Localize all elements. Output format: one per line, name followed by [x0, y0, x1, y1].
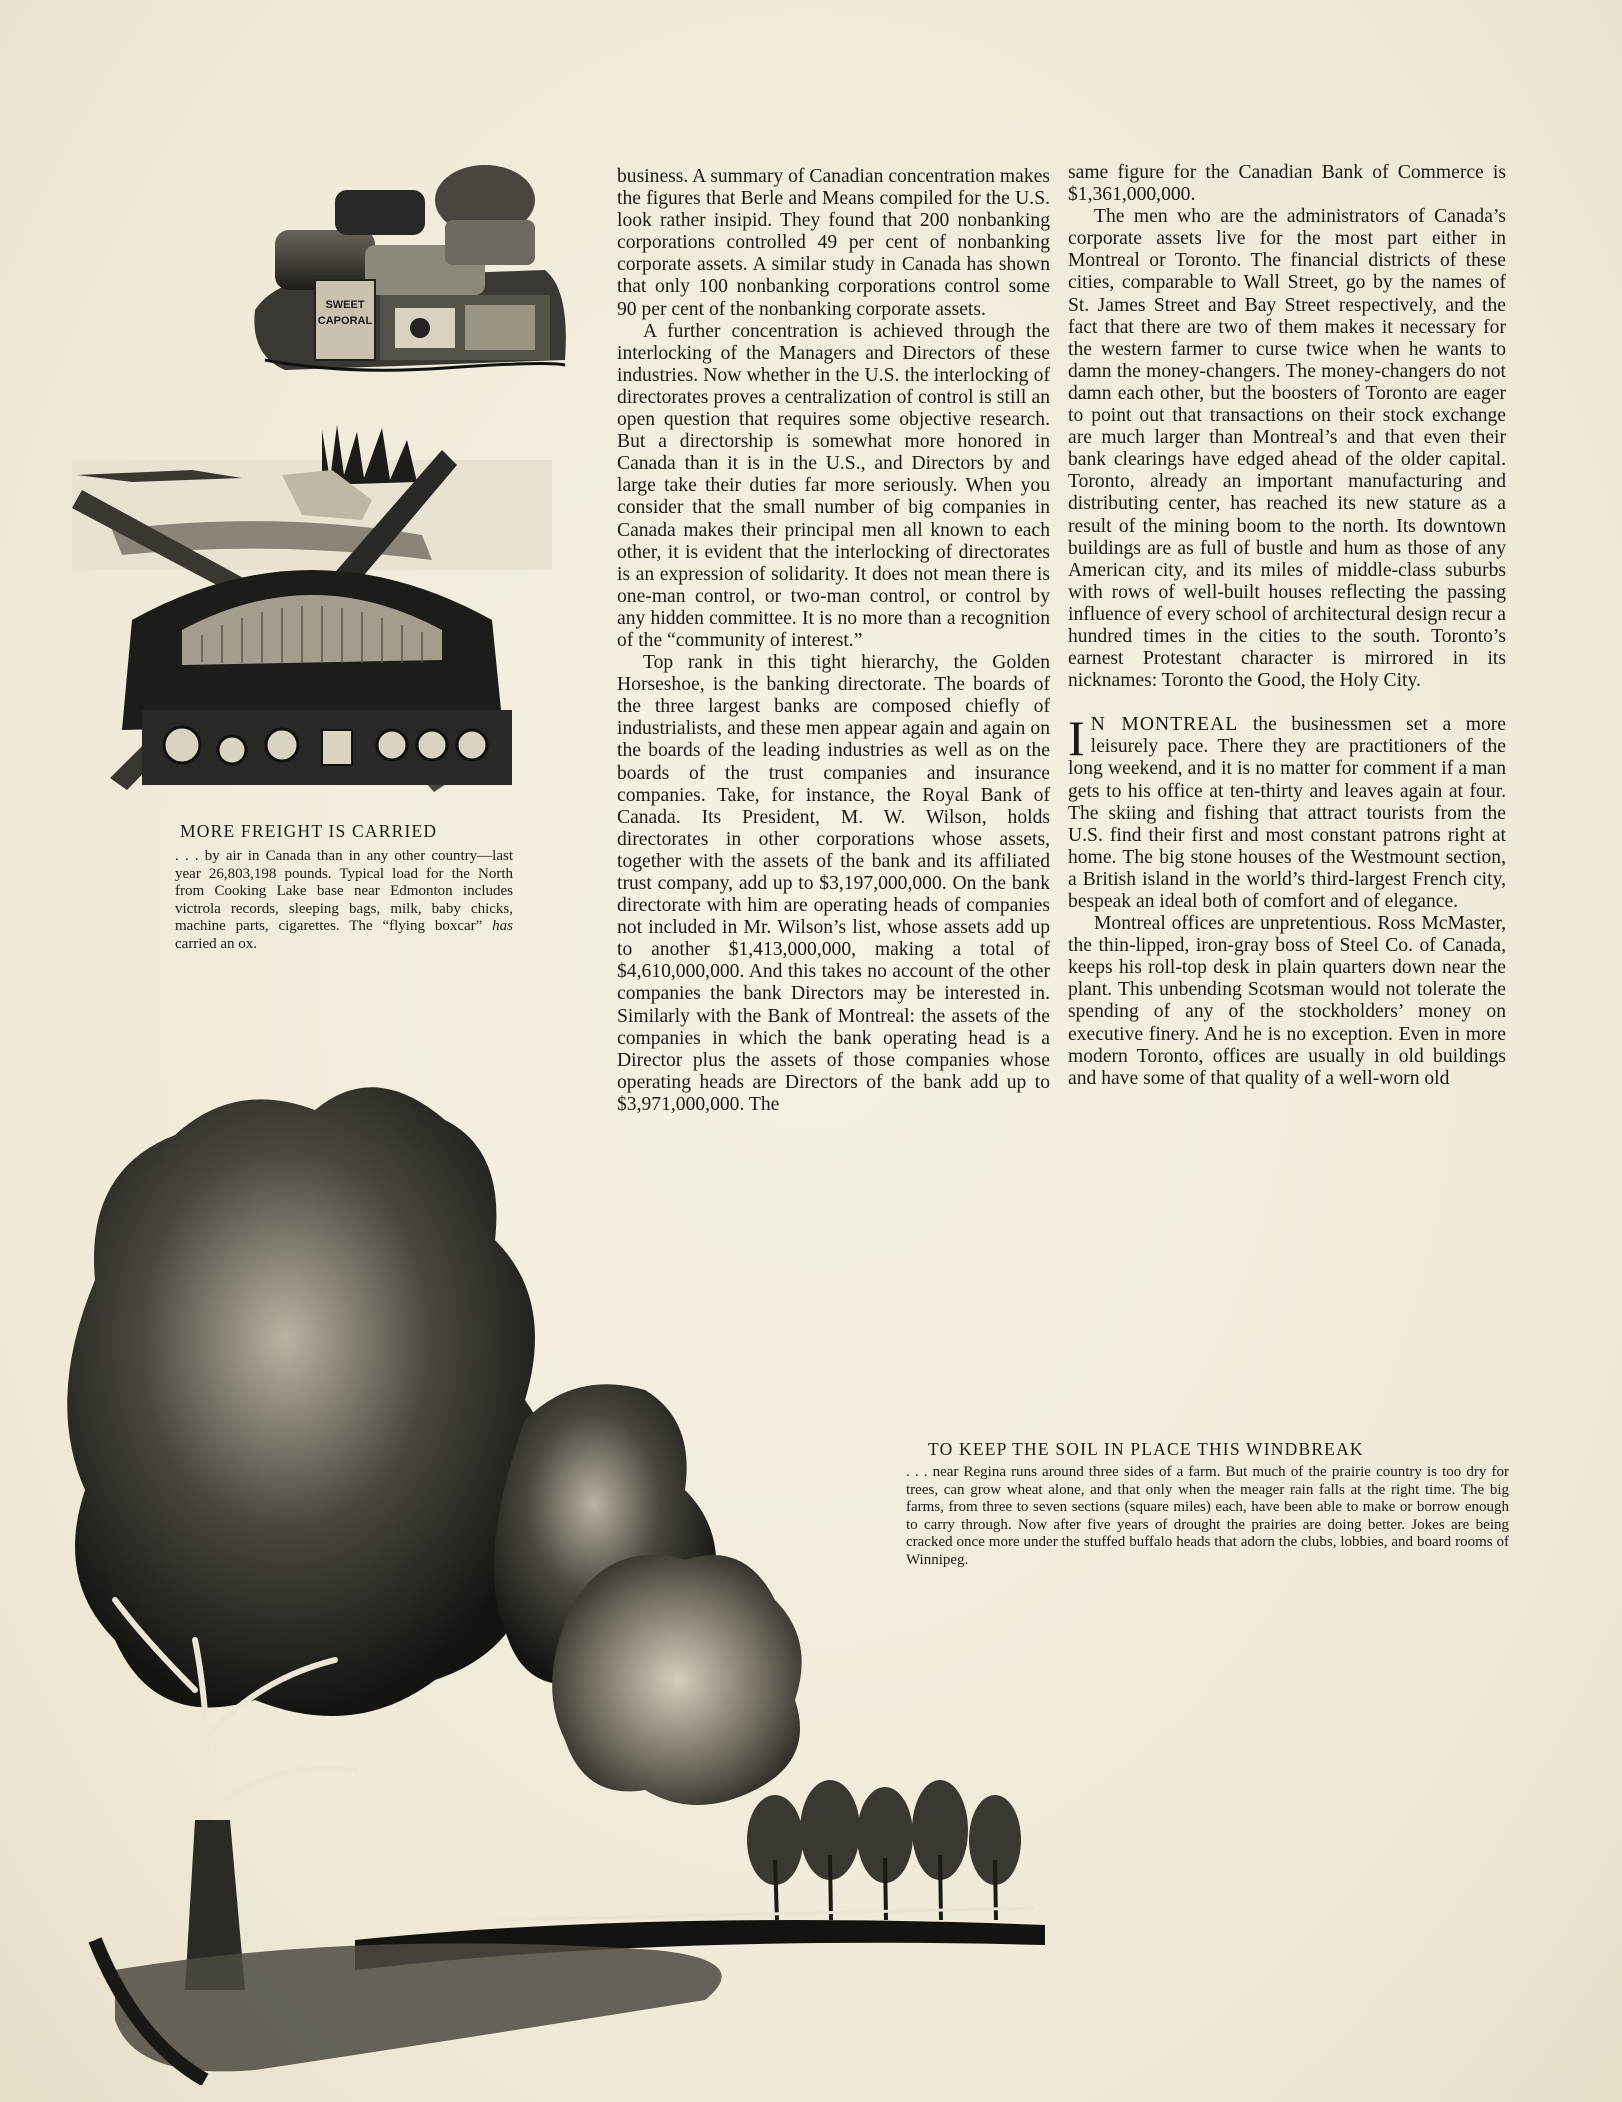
paragraph-montreal	[1068, 710, 1506, 913]
article-column-right	[1068, 162, 1506, 1090]
paragraph: business. A summary of Canadian concentration makes the figures that Berle and Means compiled for the U.S. look rather insipid. They found that 200 nonbanking corporations controlled 49 per cent of nonbanking corporate assets. A similar study in Canada has shown that only 100 nonbanking corporations control some 90 per cent of the nonbanking corporate assets.	[617, 166, 1050, 320]
paragraph: A further concentration is achieved through the interlocking of the Managers and Directors of these industries. Now whether in the U.S. the interlocking of directorates proves a centralization of control is still an open question that requires some objective research. But a directorship is somewhat more honored in Canada than it is in the U.S., and Directors by and large take their duties far more seriously. When you consider that the small number of big companies in Canada makes their principal men all known to each other, it is evident that the interlocking of directorates is an expression of solidarity. It does not mean there is one-man control, or two-man control, or control by any hidden committee. It is no more than a recognition of the “community of interest.”	[617, 320, 1050, 651]
lead-in-smallcaps: N MONTREAL	[1090, 714, 1239, 736]
paragraph-text: the businessmen set a more leisurely pace. There they are practitioners of the long weekend, and it is no matter for comment if a man gets to his office at ten-thirty and leaves again at four. The skiing and fishing that attract tourists from the U.S. find their first and most constant patrons right at home. The big stone houses of the Westmount section, a British island in the world’s third-largest French city, bespeak an ideal both of comfort and of elegance.	[1068, 714, 1506, 912]
drop-cap: I	[1068, 710, 1085, 767]
article-column-middle	[617, 166, 1050, 1116]
paragraph: same figure for the Canadian Bank of Commerce is $1,361,000,000.	[1068, 162, 1506, 206]
crate-label-sweet: SWEET	[325, 299, 365, 311]
caption-text: carried an ox.	[175, 935, 258, 952]
paragraph: Montreal offices are unpretentious. Ross McMaster, the thin-lipped, iron-gray boss of Steel Co. of Canada, keeps his roll-top desk in plain quarters down near the plant. This unbending Scotsman would not tolerate the spending of any of the stockholders’ money on executive finery. And he is no exception. Even in more modern Toronto, offices are usually in old buildings and have some of that quality of a well-worn old	[1068, 913, 1506, 1089]
caption-emphasis: has	[492, 918, 513, 935]
windbreak-trees-illustration	[55, 1040, 1055, 2085]
freight-caption-title: MORE FREIGHT IS CARRIED	[180, 821, 438, 841]
paragraph: Top rank in this tight hierarchy, the Golden Horseshoe, is the banking directorate. The boards of the three largest banks are composed chiefly of industrialists, and these men appear again and again on the boards of the leading industries as well as on the boards of the trust companies and insurance companies. Take, for instance, the Royal Bank of Canada. Its President, M. W. Wilson, holds directorates in other corporations whose assets, together with the assets of the bank and its affiliated trust company, add up to $3,197,000,000. On the bank directorate with him are operating heads of companies not included in Mr. Wilson’s list, whose assets add up to another $1,413,000,000, making a total of $4,610,000,000. And this takes no account of the other companies the bank Directors may be interested in. Similarly with the Bank of Montreal: the assets of the companies in which the bank operating head is a Director plus the assets of those companies whose operating heads are Directors of the bank add up to $3,971,000,000. The	[617, 652, 1050, 1115]
cargo-pile-illustration	[245, 160, 575, 375]
freight-caption-body	[175, 848, 513, 954]
crate-label-caporal: CAPORAL	[317, 315, 373, 327]
cockpit-illustration	[72, 420, 552, 795]
windbreak-caption-title: TO KEEP THE SOIL IN PLACE THIS WINDBREAK	[928, 1439, 1364, 1459]
windbreak-caption-body: . . . near Regina runs around three sides of a farm. But much of the prairie country is too dry for trees, can grow wheat alone, and that only when the meager rain falls at the right time. The big farms, from three to seven sections (square miles) each, have been able to make or borrow enough to carry through. Now after five years of drought the prairies are doing better. Jokes are being cracked once more under the stuffed buffalo heads that adorn the clubs, lobbies, and board rooms of Winnipeg.	[906, 1464, 1509, 1568]
paragraph: The men who are the administrators of Canada’s corporate assets live for the most part either in Montreal or Toronto. The financial districts of these cities, comparable to Wall Street, go by the names of St. James Street and Bay Street respectively, and the fact that there are two of them makes it necessary for the western farmer to curse twice when he wants to damn the money-changers. The money-changers do not damn each other, but the boosters of Toronto are eager to point out that transactions on their stock exchange are much larger than Montreal’s and that even their bank clearings have edged ahead of the older capital. Toronto, already an important manufacturing and distributing center, has reached its new stature as a result of the mining boom to the north. Its downtown buildings are as full of bustle and hum as those of any American city, and its miles of middle-class suburbs with rows of well-built houses reflecting the passing influence of every school of architectural design recur a hundred times in the cities to the south. Toronto’s earnest Protestant character is mirrored in its nicknames: Toronto the Good, the Holy City.	[1068, 206, 1506, 692]
caption-text: . . . by air in Canada than in any other country—last year 26,803,198 pounds. Typical load for the North from Cooking Lake base near Edmonton includes victrola records, sleeping bags, milk, baby chicks, machine parts, cigarettes. The “flying boxcar”	[175, 848, 513, 935]
